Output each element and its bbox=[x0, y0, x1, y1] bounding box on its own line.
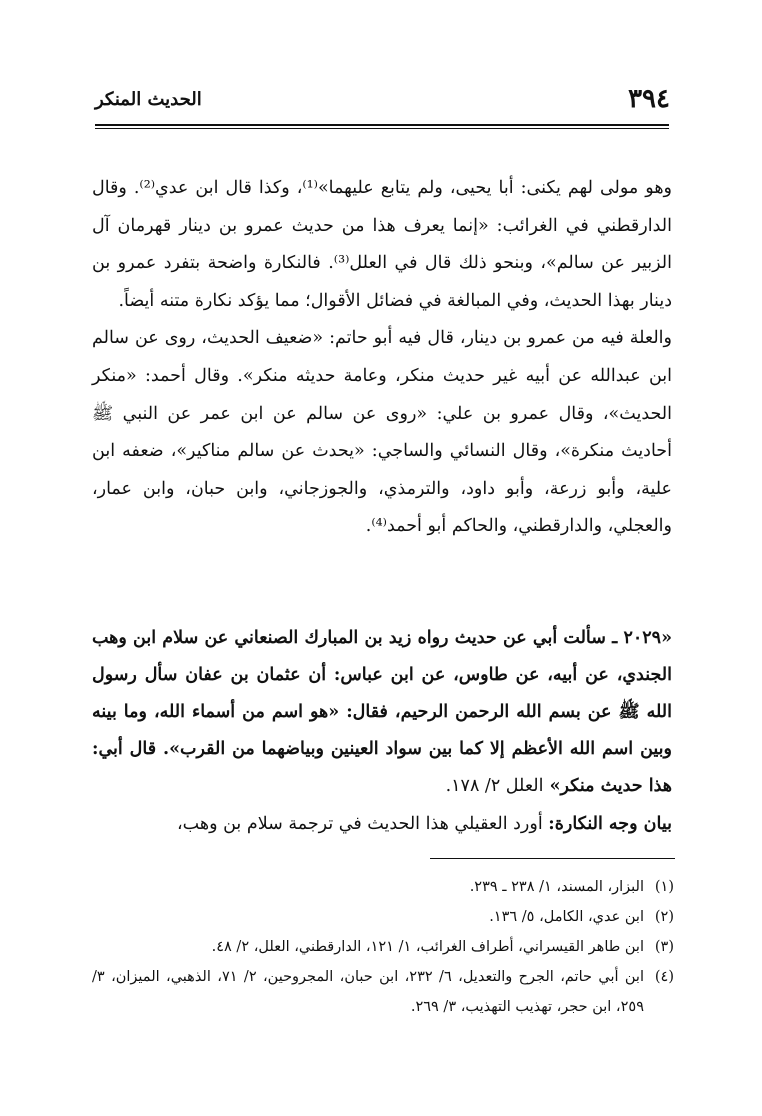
explanation-text: أورد العقيلي هذا الحديث في ترجمة سلام بن وهب، bbox=[177, 814, 543, 834]
footnote-text: ابن عدي، الكامل، ٥/ ١٣٦. bbox=[489, 909, 644, 925]
footnote-number: (٤) bbox=[654, 969, 674, 985]
footnote-text: البزار، المسند، ١/ ٢٣٨ ـ ٢٣٩. bbox=[469, 879, 644, 895]
footnote-number: (٢) bbox=[654, 909, 674, 925]
explanation-heading: بيان وجه النكارة: bbox=[548, 814, 672, 834]
running-title: الحديث المنكر bbox=[95, 88, 202, 110]
page-header bbox=[95, 80, 670, 118]
footnote bbox=[92, 932, 674, 962]
paragraph-2: والعلة فيه من عمرو بن دينار، قال فيه أبو حاتم: «ضعيف الحديث، روى عن سالم ابن عبدالله عن أبيه غير حديث منكر، وعامة حديثه منكر». وقال أحمد: «منكر الحديث»، وقال عمرو بن علي: «روى عن سالم عن ابن عمر عن النبي ﷺ أحاديث منكرة»، وقال النسائي والساجي: «يحدث عن سالم مناكير»، ضعفه ابن علية، وأبو زرعة، وأبو داود، والترمذي، والجوزجاني، وابن حبان، وابن عمار، والعجلي، والدارقطني، والحاكم أبو أحمد⁽⁴⁾. bbox=[92, 328, 672, 537]
main-text bbox=[92, 170, 672, 546]
footnote bbox=[92, 872, 674, 902]
footnote-text: ابن طاهر القيسراني، أطراف الغرائب، ١/ ١٢١، الدارقطني، العلل، ٢/ ٤٨. bbox=[211, 939, 644, 955]
header-rule bbox=[95, 124, 669, 129]
footnote-number: (١) bbox=[654, 879, 674, 895]
page-number: ٣٩٤ bbox=[628, 84, 670, 114]
footnote bbox=[92, 902, 674, 932]
footnotes bbox=[92, 872, 674, 1022]
footnote-text: ابن أبي حاتم، الجرح والتعديل، ٦/ ٢٣٢، ابن حبان، المجروحين، ٢/ ٧١، الذهبي، الميزان، ٣/ ٢٥٩، ابن حجر، تهذيب التهذيب، ٣/ ٢٦٩. bbox=[92, 969, 644, 1015]
explanation-paragraph bbox=[92, 806, 672, 843]
footnote bbox=[92, 962, 674, 1022]
hadith-text: «٢٠٢٩ ـ سألت أبي عن حديث رواه زيد بن المبارك الصنعاني عن سلام ابن وهب الجندي، عن أبيه، عن طاوس، عن ابن عباس: أن عثمان بن عفان سأل رسول الله ﷺ عن بسم الله الرحمن الرحيم، فقال: «هو اسم من أسماء الله، وما بينه وبين اسم الله الأعظم إلا كما بين سواد العينين وبياضهما من القرب». قال أبي: هذا حديث منكر» bbox=[92, 628, 672, 796]
hadith-block bbox=[92, 620, 672, 805]
hadith-paragraph bbox=[92, 620, 672, 805]
footnote-number: (٣) bbox=[654, 939, 674, 955]
footnote-separator bbox=[430, 858, 675, 859]
paragraph-1: وهو مولى لهم يكنى: أبا يحيى، ولم يتابع عليهما»⁽¹⁾، وكذا قال ابن عدي⁽²⁾. وقال الدارقطني في الغرائب: «إنما يعرف هذا من حديث عمرو بن دينار قهرمان آل الزبير عن سالم»، وبنحو ذلك قال في العلل⁽³⁾. فالنكارة واضحة بتفرد عمرو بن دينار بهذا الحديث، وفي المبالغة في فضائل الأقوال؛ مما يؤكد نكارة متنه أيضاً. bbox=[92, 178, 672, 311]
hadith-reference: العلل ٢/ ١٧٨. bbox=[445, 776, 544, 796]
explanation-block bbox=[92, 806, 672, 843]
